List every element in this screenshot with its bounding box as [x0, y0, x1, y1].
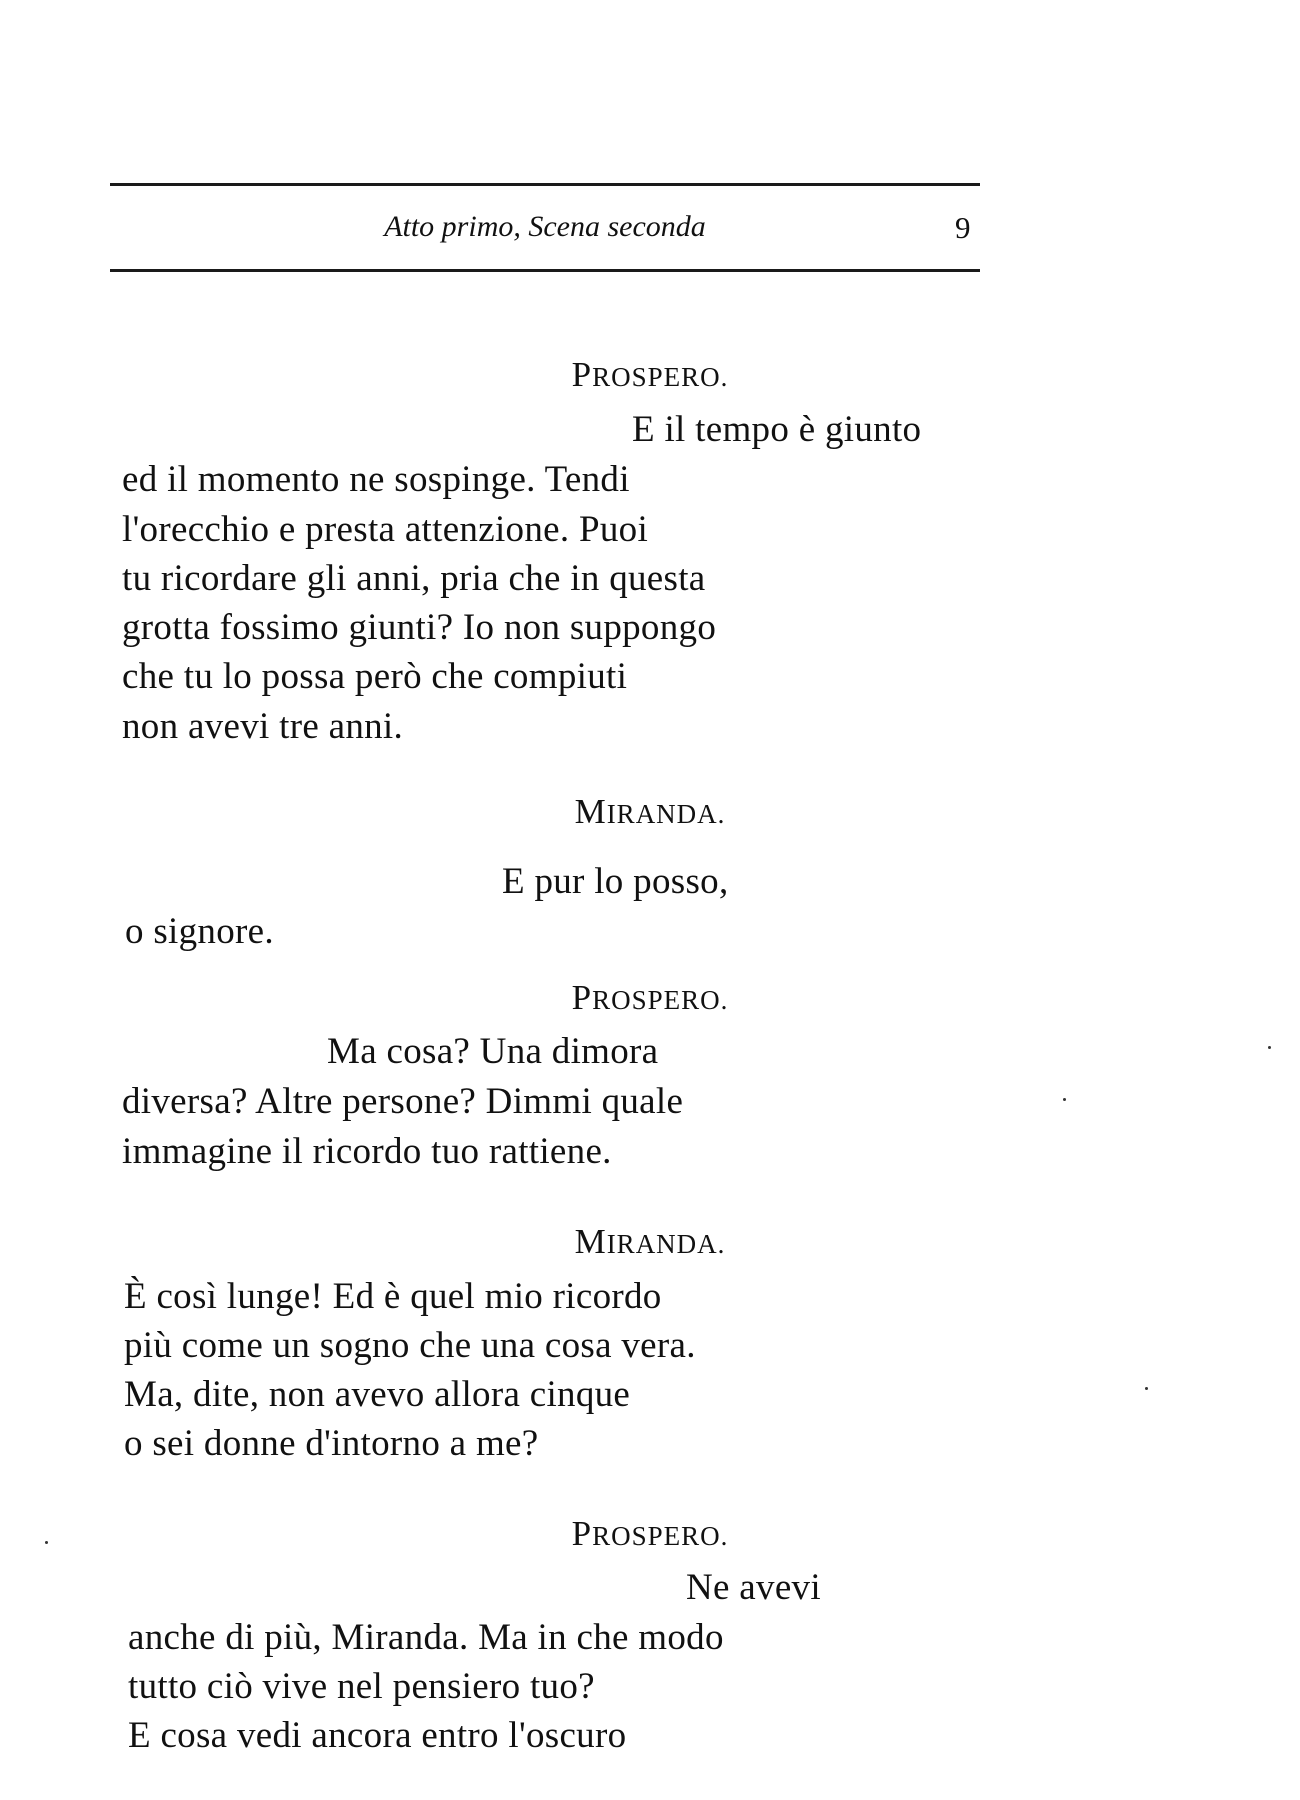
speaker-name	[0, 978, 1300, 1018]
header-rule-top	[110, 183, 980, 186]
speaker-label: PROSPERO.	[571, 978, 729, 1017]
verse-line: E cosa vedi ancora entro l'oscuro	[128, 1715, 627, 1756]
verse-line: anche di più, Miranda. Ma in che modo	[128, 1617, 724, 1658]
verse-line: diversa? Altre persone? Dimmi quale	[122, 1081, 684, 1122]
scan-speck	[1268, 1046, 1271, 1049]
running-title: Atto primo, Scena seconda	[384, 210, 706, 243]
verse-line: tutto ciò vive nel pensiero tuo?	[128, 1666, 595, 1707]
verse-line: ed il momento ne sospinge. Tendi	[122, 459, 630, 500]
page-number: 9	[955, 210, 971, 245]
verse-line: o signore.	[125, 911, 274, 952]
speaker-name	[0, 355, 1300, 395]
verse-line: più come un sogno che una cosa vera.	[124, 1325, 696, 1366]
speaker-label: PROSPERO.	[571, 1514, 729, 1553]
scan-speck	[1145, 1387, 1148, 1390]
speaker-label: MIRANDA.	[574, 792, 726, 831]
speaker-name	[0, 792, 1300, 832]
header-rule-bottom	[110, 269, 980, 272]
verse-line: È così lunge! Ed è quel mio ricordo	[124, 1276, 662, 1317]
running-head	[0, 208, 1300, 248]
speaker-label: MIRANDA.	[574, 1222, 726, 1261]
verse-line: Ma cosa? Una dimora	[327, 1031, 659, 1072]
scan-speck	[45, 1541, 48, 1544]
verse-line: grotta fossimo giunti? Io non suppongo	[122, 607, 717, 648]
verse-line: non avevi tre anni.	[122, 706, 404, 747]
speaker-name	[0, 1222, 1300, 1262]
speaker-name	[0, 1514, 1300, 1554]
verse-line: l'orecchio e presta attenzione. Puoi	[122, 509, 649, 550]
verse-line: o sei donne d'intorno a me?	[124, 1423, 539, 1464]
verse-line: tu ricordare gli anni, pria che in questa	[122, 558, 706, 599]
verse-line: immagine il ricordo tuo rattiene.	[122, 1131, 612, 1172]
verse-line: Ma, dite, non avevo allora cinque	[124, 1374, 631, 1415]
speaker-label: PROSPERO.	[571, 355, 729, 394]
scan-speck	[1063, 1098, 1066, 1101]
verse-line: E pur lo posso,	[502, 861, 729, 902]
verse-line: E il tempo è giunto	[632, 409, 922, 450]
verse-line: Ne avevi	[686, 1567, 821, 1608]
verse-line: che tu lo possa però che compiuti	[122, 656, 628, 697]
